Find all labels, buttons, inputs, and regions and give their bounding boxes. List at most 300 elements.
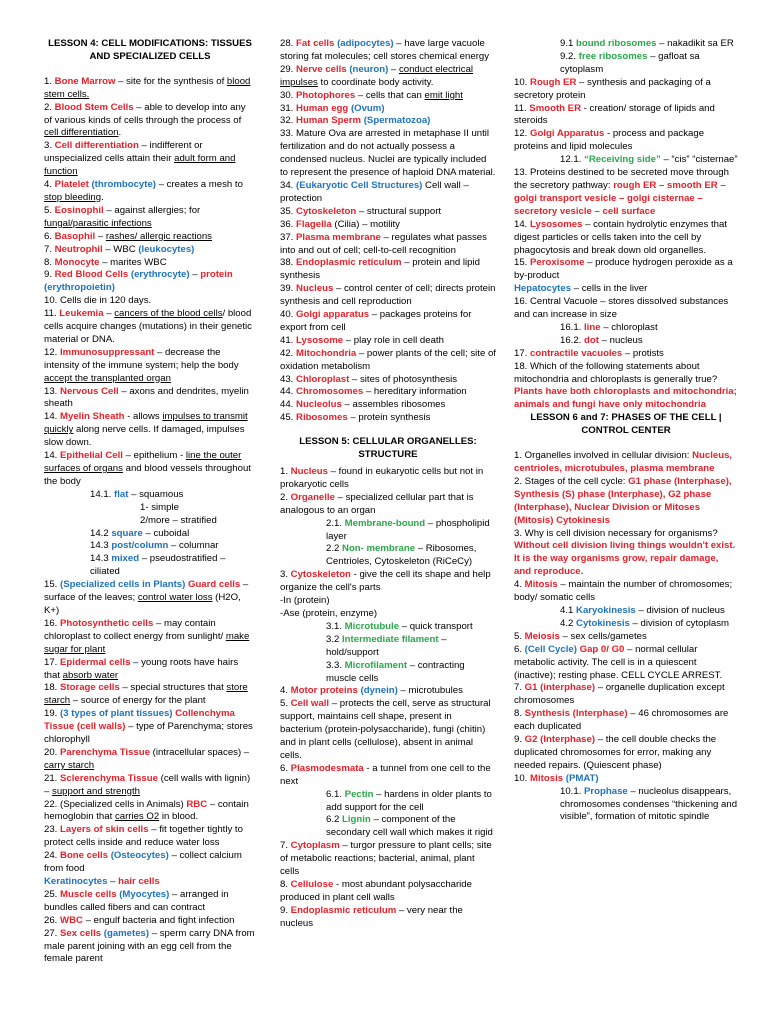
list-item	[44, 205, 256, 231]
list-item	[514, 644, 738, 683]
list-item-text: (Ovum)	[350, 102, 385, 114]
list-item-text: 14.	[514, 218, 531, 230]
list-item	[514, 283, 738, 296]
list-item-text: 38.	[280, 257, 297, 269]
list-item	[280, 660, 496, 686]
list-item-text: – creates a mesh to	[155, 179, 243, 191]
list-item-text: – protects the cell, serve as structural support, maintains cell shape, present in bacterium (protein-polysaccharide), fungi (chitin) and in plant cells (cellulose), absent in animal cells.	[280, 698, 491, 761]
list-item-text: 4.	[514, 579, 525, 591]
list-item	[280, 103, 496, 116]
list-item-text: Neutrophil	[54, 243, 103, 255]
list-item-text: 14.	[44, 411, 61, 423]
list-item-text: 2/more – stratified	[140, 514, 217, 526]
list-item-text: (dynein)	[360, 685, 398, 697]
list-item	[514, 450, 738, 476]
lesson-6-7-title: LESSON 6 and 7: PHASES OF THE CELL | CONTROL CENTER	[530, 412, 722, 437]
list-item-text: – contain hydrolytic enzymes that digest particles or cells taken into the cell by phagocytosis and break down old organelles.	[514, 218, 727, 256]
list-item	[514, 51, 738, 77]
list-item-text: – sperm carry DNA from male parent joining with an egg cell from the female parent	[44, 927, 255, 965]
list-item-text: Epidermal cells	[60, 656, 131, 668]
list-item-text: Golgi Apparatus	[530, 128, 605, 140]
list-item	[44, 708, 256, 747]
list-item-text: Layers of skin cells	[60, 824, 149, 836]
list-item-text: .	[101, 191, 104, 203]
list-item-text: – nucleus	[598, 334, 643, 346]
list-item	[280, 518, 496, 544]
list-item-text: Lysosome	[296, 334, 344, 346]
list-item-text: 14.3	[90, 540, 112, 552]
list-item-text: Non- membrane	[342, 543, 416, 555]
list-item-text: 12.1.	[560, 154, 585, 166]
list-item-text: rough ER – smooth ER – golgi transport vesicle – golgi cisternae – secretory vesicle – cell surface	[514, 179, 726, 217]
list-item-text: - creation/ storage of lipids and steroids	[514, 102, 715, 127]
list-item-text: along nerve cells. If damaged, impulses slow down.	[44, 424, 245, 449]
list-item-text: to coordinate body activity.	[317, 76, 434, 88]
list-item-text: Membrane-bound	[344, 517, 426, 529]
list-item-text: 8.	[280, 879, 291, 890]
lesson-4-title: LESSON 4: CELL MODIFICATIONS: TISSUES AND SPECIALIZED CELLS	[48, 38, 252, 62]
list-item-text: 2.1.	[326, 517, 345, 529]
lesson-5-list-continued	[514, 38, 738, 412]
list-item-text: Storage cells	[60, 682, 120, 694]
list-item	[514, 348, 738, 361]
list-item-text: 13.	[44, 385, 61, 397]
list-item-text: (Spermatozoa)	[363, 115, 431, 127]
list-item-text: – gafloat sa cytoplasm	[560, 50, 700, 75]
list-item	[44, 928, 256, 967]
list-item-text: (3 types of plant tissues)	[60, 708, 173, 720]
list-item-text: 44.	[280, 386, 297, 398]
list-item	[44, 773, 256, 799]
list-item-text: 45.	[280, 412, 297, 424]
column-3	[514, 38, 738, 824]
list-item-text: 15.	[514, 257, 531, 269]
list-item-text: store starch	[44, 682, 248, 707]
list-item-text: – indifferent or unspecialized cells attain their	[44, 140, 203, 165]
lesson-4-list	[44, 76, 256, 967]
list-item-text: Mitosis	[530, 772, 564, 784]
list-item-text: 5.	[514, 630, 525, 642]
list-item-text: – protein synthesis	[347, 412, 431, 424]
list-item	[44, 876, 256, 889]
list-item	[514, 322, 738, 335]
list-item	[280, 180, 496, 206]
list-item-text: 5.	[44, 204, 55, 216]
list-item-text: dot	[584, 334, 599, 346]
list-item-text: in blood.	[159, 811, 199, 823]
list-item-text: impulses to transmit quickly	[44, 411, 248, 436]
list-item-text: 13. Proteins destined to be secreted move through the secretory pathway:	[514, 167, 729, 191]
list-item-text: 1.	[280, 466, 291, 477]
list-item-text: 11.	[514, 102, 530, 114]
list-item	[44, 489, 256, 502]
list-item-text: –	[95, 230, 106, 242]
list-item	[514, 631, 738, 644]
list-item-text: – synthesis and packaging of a secretory protein	[514, 76, 711, 101]
list-item-text: Mitosis	[524, 579, 558, 591]
list-item-text: Microtubule	[344, 620, 400, 632]
list-item-text: 12.	[514, 128, 531, 140]
list-item-text: – structural support	[356, 205, 442, 217]
list-item-text: 14.	[44, 450, 61, 462]
list-item-text: 1. Organelles involved in cellular division:	[514, 450, 693, 462]
list-item-text: (Cell Cycle)	[524, 643, 577, 655]
list-item-text: 19.	[44, 708, 61, 720]
list-item-text: – 46 chromosomes are each duplicated	[514, 708, 729, 733]
list-item	[514, 773, 738, 786]
list-item-text: Blood Stem Cells	[54, 101, 134, 113]
list-item-text: – quick transport	[399, 620, 473, 632]
list-item-text: 36.	[280, 218, 297, 230]
list-item-text: – may contain chloroplast to collect energy from sunlight/	[44, 617, 226, 642]
list-item	[280, 608, 496, 621]
list-item-text: 7.	[514, 682, 525, 694]
list-item-text: – contain hemoglobin that	[44, 798, 249, 823]
list-item-text: – pseudostratified – ciliated	[90, 553, 226, 578]
list-item	[44, 140, 256, 179]
list-item-text: Chloroplast	[296, 373, 350, 385]
list-item-text: – source of energy for the plant	[70, 695, 206, 707]
list-item-text: – Ribosomes, Centrioles, Cytoskeleton (RiCeCy)	[326, 543, 477, 568]
list-item-text: Rough ER	[530, 76, 577, 88]
list-item-text: Eosinophil	[54, 204, 104, 216]
list-item-text: blood stem cells.	[44, 75, 251, 100]
list-item-text: – cuboidal	[142, 527, 190, 539]
list-item-text: – the cell double checks the duplicated chromosomes for error, making any needed repairs. (Quiescent phase)	[514, 734, 717, 771]
list-item	[44, 618, 256, 657]
list-item-text: Human Sperm	[296, 115, 362, 127]
list-item	[44, 553, 256, 579]
list-item-text: (Eukaryotic Cell Structures)	[296, 179, 423, 191]
list-item-text: line the outer surfaces of organs	[44, 450, 242, 474]
list-item-text: – normal cellular metabolic activity. The cell is in a quiescent (inactive); resting phase. CELL CYCLE ARREST.	[514, 643, 723, 681]
list-item-text: 25.	[44, 888, 61, 900]
list-item	[280, 38, 496, 64]
list-item-text: cell differentiation	[44, 127, 119, 139]
lesson-6-7-list	[514, 450, 738, 824]
list-item-text: 3.	[280, 569, 291, 581]
list-item-text: 16.2.	[560, 334, 585, 346]
list-item-text: 16.	[44, 617, 61, 629]
list-item	[280, 309, 496, 335]
list-item-text: 24.	[44, 850, 61, 862]
list-item-text: conduct electrical impulses	[280, 63, 474, 88]
list-item-text: (Myocytes)	[119, 888, 170, 900]
list-item-text: cancers of the blood cells	[114, 308, 223, 320]
list-item	[514, 257, 738, 283]
list-item	[514, 335, 738, 348]
list-item	[280, 115, 496, 128]
list-item-text: (Specialized cells in Plants)	[60, 579, 186, 591]
list-item-text: 3.3.	[326, 659, 345, 671]
list-item-text: 22. (Specialized cells in Animals)	[44, 798, 187, 810]
list-item-text: post/column	[111, 540, 169, 552]
list-item-text: – turgor pressure to plant cells; site of metabolic reactions; bacterial, animal, plant cells	[280, 840, 492, 878]
list-item-text: – axons and dendrites, myelin sheath	[44, 385, 249, 410]
list-item-text: – hardens in older plants to add support for the cell	[326, 788, 492, 813]
list-item-text: Without cell division living things wouldn't exist. It is the way organisms grow, repair damage, and reproduce.	[514, 540, 736, 578]
list-item-text: 10.	[514, 76, 531, 88]
list-item-text: – maintain the number of chromosomes; body/ somatic cells	[514, 579, 733, 604]
list-item-text: (neuron)	[349, 63, 389, 75]
list-item-text: – component of the secondary cell wall which makes it rigid	[326, 814, 493, 839]
list-item-text: 8.	[44, 256, 55, 268]
list-item-text: – power plants of the cell; site of oxidation metabolism	[280, 347, 496, 372]
list-item-text: 7.	[280, 840, 291, 852]
list-item	[514, 579, 738, 605]
list-item	[514, 154, 738, 167]
list-item-text: - most abundant polysaccharide produced in plant cell walls	[280, 879, 472, 903]
list-item-text: 6.	[514, 643, 525, 655]
list-item-text: 6.1.	[326, 788, 345, 800]
list-item-text: Photophores	[296, 89, 356, 101]
list-item-text: .	[118, 127, 122, 139]
list-item	[44, 386, 256, 412]
list-item-text: 7.	[44, 243, 55, 255]
list-item-text: – young roots have hairs that	[44, 656, 239, 681]
list-item-text: (intracellular spaces) –	[149, 746, 250, 758]
list-item-text: Cytoplasm	[290, 840, 340, 852]
list-item-text: 11.	[44, 308, 60, 320]
list-item	[44, 915, 256, 928]
list-item-text: contractile vacuoles	[530, 347, 623, 359]
list-item-text: – WBC	[102, 243, 139, 255]
list-item-text: (cell walls with lignin) –	[44, 772, 251, 797]
list-item	[280, 840, 496, 879]
list-item	[514, 786, 738, 825]
list-item	[280, 492, 496, 518]
list-item-text: 4.1	[560, 604, 577, 616]
list-item-text: -In (protein)	[280, 595, 330, 607]
list-item-text: – hold/support	[326, 633, 447, 658]
list-item-text: Golgi apparatus	[296, 309, 370, 321]
list-item	[44, 295, 256, 308]
list-item-text: 14.3	[90, 553, 112, 565]
list-item-text: Bone Marrow	[54, 75, 116, 87]
list-item-text: 15.	[44, 579, 61, 591]
list-item	[514, 682, 738, 708]
list-item	[44, 528, 256, 541]
list-item-text: 2.	[44, 101, 55, 113]
list-item-text: Motor proteins	[290, 685, 358, 697]
list-item-text: G1 (interphase)	[524, 682, 596, 694]
list-item-text: support and strength	[52, 785, 141, 797]
list-item-text: Plasmodesmata	[290, 762, 364, 774]
list-item-text: 9.	[514, 734, 525, 746]
list-item-text: Peroxisome	[530, 257, 585, 269]
list-item-text: Karyokinesis	[576, 604, 636, 616]
list-item-text: 20.	[44, 746, 61, 758]
list-item-text: fungal/parasitic infections	[44, 217, 152, 229]
list-item	[514, 734, 738, 773]
list-item-text: – nucleolus disappears, chromosomes condenses “thickening and visible”, formation of mitotic spindle	[560, 785, 738, 823]
list-item-text: 3.	[44, 140, 55, 152]
list-item	[280, 698, 496, 763]
list-item-text: 32.	[280, 115, 297, 127]
list-item-text: Nucleus	[290, 466, 328, 477]
list-item-text: protein	[200, 269, 233, 281]
list-item-text: RBC	[186, 798, 208, 810]
list-item-text: Monocyte	[54, 256, 100, 268]
list-item-text: – control center of cell; directs protein synthesis and cell reproduction	[280, 283, 496, 308]
list-item-text: Keratinocytes	[44, 876, 108, 887]
list-item-text: – nakadikit sa ER	[656, 38, 734, 49]
list-item-text: Parenchyma Tissue	[60, 746, 150, 758]
list-item-text: 9.	[44, 269, 55, 281]
list-item-text: 31.	[280, 102, 297, 114]
lesson-5-title: LESSON 5: CELLULAR ORGANELLES: STRUCTURE	[299, 436, 477, 461]
list-item	[280, 283, 496, 309]
list-item-text: flat	[114, 488, 129, 500]
list-item-text: Intermediate filament	[342, 633, 439, 645]
list-item-text: Fat cells	[296, 38, 335, 49]
list-item-text: 4.2	[560, 617, 577, 629]
list-item-text: Endoplasmic reticulum	[296, 257, 402, 269]
list-item-text: – against allergies; for	[103, 204, 201, 216]
list-item-text: emit light	[424, 89, 463, 101]
list-item-text: – type of Parenchyma; stores chlorophyll	[44, 721, 253, 746]
list-item	[280, 374, 496, 387]
list-item	[280, 206, 496, 219]
list-item-text: Human egg	[296, 102, 349, 114]
list-item-text: - a tunnel from one cell to the next	[280, 762, 491, 787]
list-item-text: 40.	[280, 309, 297, 321]
list-item-text: 16. Central Vacuole – stores dissolved substances and can increase in size	[514, 296, 729, 321]
list-item	[514, 528, 738, 580]
list-item	[280, 128, 496, 180]
list-item-text: – produce hydrogen peroxide as a by-product	[514, 257, 733, 282]
list-item-text: carry starch	[44, 759, 95, 771]
list-item-text: 17.	[44, 656, 61, 668]
list-item-text: Gap 0/ G0	[579, 643, 625, 655]
list-item	[44, 308, 256, 347]
list-item-text: 3.2	[326, 633, 343, 645]
list-item-text: / blood cells acquire changes (mutations) in their genetic material or DNA.	[44, 308, 252, 345]
list-item	[514, 219, 738, 258]
list-item-text: – very near the nucleus	[280, 904, 463, 929]
list-item-text: free ribosomes	[578, 50, 648, 62]
list-item	[514, 167, 738, 219]
list-item	[44, 269, 256, 295]
list-item	[514, 605, 738, 618]
list-item-text: – surface of the leaves;	[44, 579, 249, 604]
list-item-text: Leukemia	[59, 308, 104, 320]
list-item-text: 2. Stages of the cell cycle:	[514, 475, 629, 487]
list-item	[280, 905, 496, 931]
list-item	[514, 618, 738, 631]
list-item-text: adult form and function	[44, 153, 236, 178]
list-item	[44, 540, 256, 553]
list-item-text: –	[103, 308, 115, 320]
list-item-text: – able to develop into any of various kinds of cells through the process of	[44, 101, 246, 126]
list-item-text: 30.	[280, 89, 297, 101]
list-item-text: Ribosomes	[296, 412, 348, 424]
list-item	[514, 708, 738, 734]
list-item-text: 41.	[280, 334, 297, 346]
list-item-text: – division of cytoplasm	[629, 617, 730, 629]
list-item-text: – engulf bacteria and fight infection	[82, 914, 235, 926]
list-item-text: – assembles ribosomes	[341, 399, 446, 411]
list-item-text: 12.	[44, 346, 61, 358]
list-item-text: and blood vessels throughout the body	[44, 463, 251, 487]
list-item	[514, 361, 738, 413]
list-item-text: –	[388, 63, 399, 75]
list-item-text: square	[111, 527, 143, 539]
list-item-text: Myelin Sheath	[60, 411, 125, 423]
list-item-text: – specialized cellular part that is analogous to an organ	[280, 491, 474, 516]
list-item-text: (PMAT)	[565, 772, 599, 784]
list-item	[280, 399, 496, 412]
list-item-text: – chloroplast	[600, 321, 658, 333]
list-item	[44, 657, 256, 683]
list-item-text: – cells that can	[355, 89, 425, 101]
list-item	[44, 347, 256, 386]
list-item-text: 10.1.	[560, 785, 585, 797]
list-item-text: 1.	[44, 75, 55, 87]
list-item-text: – protein and lipid synthesis	[280, 257, 480, 282]
list-item-text: 28.	[280, 38, 297, 49]
list-item-text: – hereditary information	[363, 386, 467, 398]
list-item-text: Cytoskeleton	[296, 205, 357, 217]
list-item-text: 17.	[514, 347, 531, 359]
list-item-text: – “cis” “cisternae”	[660, 154, 738, 166]
list-item-text: 10. Cells die in 120 days.	[44, 295, 152, 307]
list-item-text: 33. Mature Ova are arrested in metaphase II until fertilization and do not actually possess a condensed nucleus. Nuclei are typically included to represent the presence of haploid DNA material.	[280, 128, 496, 179]
list-item	[514, 296, 738, 322]
list-item-text: 39.	[280, 283, 297, 295]
list-item-text: – columnar	[168, 540, 219, 552]
list-item-text: – squamous	[128, 488, 184, 500]
list-item-text: – have large vacuole storing fat molecules; cell stores chemical energy	[280, 38, 490, 62]
list-item	[280, 685, 496, 698]
list-item-text: 3.1.	[326, 620, 345, 632]
list-item-text: – sex cells/gametes	[559, 630, 647, 642]
list-item-text: Sex cells	[60, 927, 102, 939]
list-item-text: Platelet	[54, 179, 89, 191]
list-item-text: 43.	[280, 373, 297, 385]
list-item-text: Pectin	[344, 788, 374, 800]
list-item	[44, 257, 256, 270]
list-item-text: 26.	[44, 914, 61, 926]
lesson-4-list-continued	[280, 38, 496, 425]
list-item-text: Prophase	[584, 785, 628, 797]
list-item-text: – division of nucleus	[635, 604, 725, 616]
list-item-text: Endoplasmic reticulum	[290, 904, 397, 916]
list-item-text: 14.2	[90, 527, 112, 539]
list-item	[514, 77, 738, 103]
list-item-text: line	[584, 321, 601, 333]
list-item-text: 44.	[280, 399, 297, 411]
list-item-text: 9.	[280, 904, 291, 916]
list-item-text: accept the transplanted organ	[44, 372, 171, 384]
list-item-text: 14.1.	[90, 488, 115, 500]
list-item-text: (thrombocyte)	[91, 179, 156, 191]
list-item-text: Meiosis	[524, 630, 560, 642]
list-item-text: Cellulose	[290, 879, 334, 890]
list-item-text: stop bleeding	[44, 191, 102, 203]
list-item	[280, 219, 496, 232]
list-item	[44, 502, 256, 515]
list-item	[44, 799, 256, 825]
list-item-text: 4.	[280, 685, 291, 697]
list-item-text: 6.2	[326, 814, 343, 826]
list-item-text: Lysosomes	[530, 218, 583, 230]
list-item	[280, 335, 496, 348]
list-item-text: (H2O, K+)	[44, 592, 241, 616]
list-item-text: G2 (Interphase)	[524, 734, 596, 746]
list-item	[514, 38, 738, 51]
list-item-text: -Ase (protein, enzyme)	[280, 607, 378, 619]
